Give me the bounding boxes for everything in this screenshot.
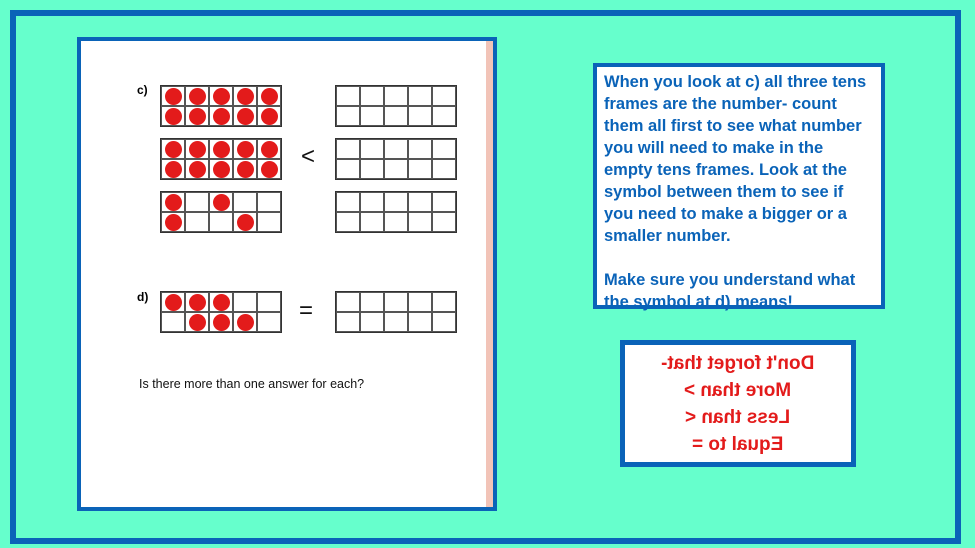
red-counter-dot: [213, 108, 230, 125]
tens-frame-cell: [384, 192, 408, 212]
tens-frame-cell: [233, 212, 257, 232]
red-counter-dot: [165, 214, 182, 231]
red-counter-dot: [261, 141, 278, 158]
tens-frame-c2-left: [160, 138, 282, 180]
tens-frame-cell: [360, 212, 384, 232]
tens-frame-cell: [209, 139, 233, 159]
tens-frame-cell: [209, 106, 233, 126]
red-counter-dot: [237, 214, 254, 231]
tens-frame-cell: [360, 106, 384, 126]
tens-frame-cell: [185, 139, 209, 159]
tens-frame-cell: [161, 312, 185, 332]
tens-frame-cell: [384, 139, 408, 159]
red-counter-dot: [165, 141, 182, 158]
tens-frame-d-right: [335, 291, 457, 333]
less-than-symbol: <: [301, 143, 316, 170]
tens-frame-cell: [233, 192, 257, 212]
symbol-reminder-box: [620, 340, 856, 467]
tens-frame-cell: [336, 212, 360, 232]
tens-frame-cell: [233, 159, 257, 179]
tens-frame-cell: [408, 139, 432, 159]
tens-frame-cell: [233, 292, 257, 312]
red-counter-dot: [261, 161, 278, 178]
tens-frame-cell: [432, 292, 456, 312]
tens-frame-cell: [336, 192, 360, 212]
equals-symbol: =: [299, 297, 314, 324]
tens-frame-cell: [233, 312, 257, 332]
red-counter-dot: [189, 88, 206, 105]
tens-frame-cell: [360, 292, 384, 312]
tens-frame-cell: [209, 312, 233, 332]
tens-frame-cell: [408, 192, 432, 212]
red-counter-dot: [261, 108, 278, 125]
question-label-d: d): [137, 290, 149, 304]
tens-frame-cell: [336, 312, 360, 332]
tens-frame-cell: [360, 159, 384, 179]
tens-frame-cell: [432, 192, 456, 212]
red-counter-dot: [237, 88, 254, 105]
tens-frame-cell: [408, 292, 432, 312]
reminder-line-more-than: More than >: [684, 379, 792, 401]
tens-frame-c3-right: [335, 191, 457, 233]
tens-frame-cell: [432, 312, 456, 332]
tens-frame-cell: [257, 312, 281, 332]
tens-frame-c2-right: [335, 138, 457, 180]
tens-frame-c3-left: [160, 191, 282, 233]
red-counter-dot: [213, 314, 230, 331]
tens-frame-cell: [432, 139, 456, 159]
tens-frame-cell: [257, 159, 281, 179]
tens-frame-cell: [185, 312, 209, 332]
tens-frame-cell: [336, 139, 360, 159]
tens-frame-cell: [257, 86, 281, 106]
red-counter-dot: [213, 141, 230, 158]
red-counter-dot: [237, 141, 254, 158]
red-counter-dot: [237, 314, 254, 331]
question-label-c: c): [137, 83, 148, 97]
tens-frame-cell: [257, 212, 281, 232]
tens-frame-cell: [185, 192, 209, 212]
red-counter-dot: [237, 161, 254, 178]
tens-frame-cell: [209, 292, 233, 312]
reminder-line-heading: Don't forget that-: [661, 352, 815, 374]
tens-frame-cell: [257, 192, 281, 212]
red-counter-dot: [213, 294, 230, 311]
tens-frame-cell: [233, 106, 257, 126]
worksheet-image: [77, 37, 497, 511]
red-counter-dot: [237, 108, 254, 125]
tens-frame-cell: [209, 159, 233, 179]
tens-frame-cell: [432, 212, 456, 232]
worksheet-edge: [486, 41, 493, 507]
red-counter-dot: [261, 88, 278, 105]
tens-frame-cell: [408, 159, 432, 179]
tens-frame-cell: [336, 106, 360, 126]
red-counter-dot: [165, 108, 182, 125]
red-counter-dot: [165, 161, 182, 178]
tens-frame-cell: [360, 192, 384, 212]
red-counter-dot: [213, 88, 230, 105]
tens-frame-cell: [408, 106, 432, 126]
tens-frame-cell: [432, 86, 456, 106]
tens-frame-cell: [336, 86, 360, 106]
reminder-line-equal-to: Equal to =: [692, 433, 784, 455]
tens-frame-cell: [185, 159, 209, 179]
tens-frame-cell: [161, 212, 185, 232]
tens-frame-cell: [209, 192, 233, 212]
note-paragraph-1: When you look at c) all three tens frames are the number- count them all first to see what number you will need to make in the empty tens frames. Look at the symbol between them to see if you need to make a bigger or a smaller number.: [604, 73, 867, 245]
tens-frame-cell: [432, 159, 456, 179]
tens-frame-cell: [360, 86, 384, 106]
tens-frame-cell: [161, 106, 185, 126]
tens-frame-cell: [408, 86, 432, 106]
tens-frame-cell: [360, 139, 384, 159]
tens-frame-cell: [161, 192, 185, 212]
tens-frame-d-left: [160, 291, 282, 333]
red-counter-dot: [165, 194, 182, 211]
red-counter-dot: [189, 108, 206, 125]
red-counter-dot: [189, 141, 206, 158]
tens-frame-cell: [408, 312, 432, 332]
tens-frame-cell: [257, 139, 281, 159]
tens-frame-cell: [161, 139, 185, 159]
tens-frame-cell: [336, 292, 360, 312]
tens-frame-cell: [161, 292, 185, 312]
tens-frame-cell: [185, 86, 209, 106]
instruction-note: [593, 63, 885, 309]
tens-frame-c1-left: [160, 85, 282, 127]
worksheet-question: Is there more than one answer for each?: [139, 377, 365, 391]
red-counter-dot: [189, 294, 206, 311]
red-counter-dot: [165, 294, 182, 311]
tens-frame-cell: [384, 292, 408, 312]
tens-frame-cell: [384, 159, 408, 179]
tens-frame-cell: [233, 139, 257, 159]
red-counter-dot: [213, 194, 230, 211]
tens-frame-c1-right: [335, 85, 457, 127]
tens-frame-cell: [257, 106, 281, 126]
red-counter-dot: [213, 161, 230, 178]
tens-frame-cell: [360, 312, 384, 332]
tens-frame-cell: [432, 106, 456, 126]
tens-frame-cell: [209, 212, 233, 232]
tens-frame-cell: [209, 86, 233, 106]
tens-frame-cell: [408, 212, 432, 232]
tens-frame-cell: [384, 86, 408, 106]
tens-frame-cell: [185, 212, 209, 232]
note-paragraph-2: Make sure you understand what the symbol at d) means!: [604, 271, 856, 311]
tens-frame-cell: [257, 292, 281, 312]
red-counter-dot: [189, 314, 206, 331]
tens-frame-cell: [185, 106, 209, 126]
tens-frame-cell: [384, 106, 408, 126]
tens-frame-cell: [161, 159, 185, 179]
red-counter-dot: [165, 88, 182, 105]
tens-frame-cell: [233, 86, 257, 106]
tens-frame-cell: [384, 312, 408, 332]
tens-frame-cell: [161, 86, 185, 106]
tens-frame-cell: [336, 159, 360, 179]
tens-frame-cell: [185, 292, 209, 312]
reminder-line-less-than: Less than <: [685, 406, 791, 428]
tens-frame-cell: [384, 212, 408, 232]
red-counter-dot: [189, 161, 206, 178]
